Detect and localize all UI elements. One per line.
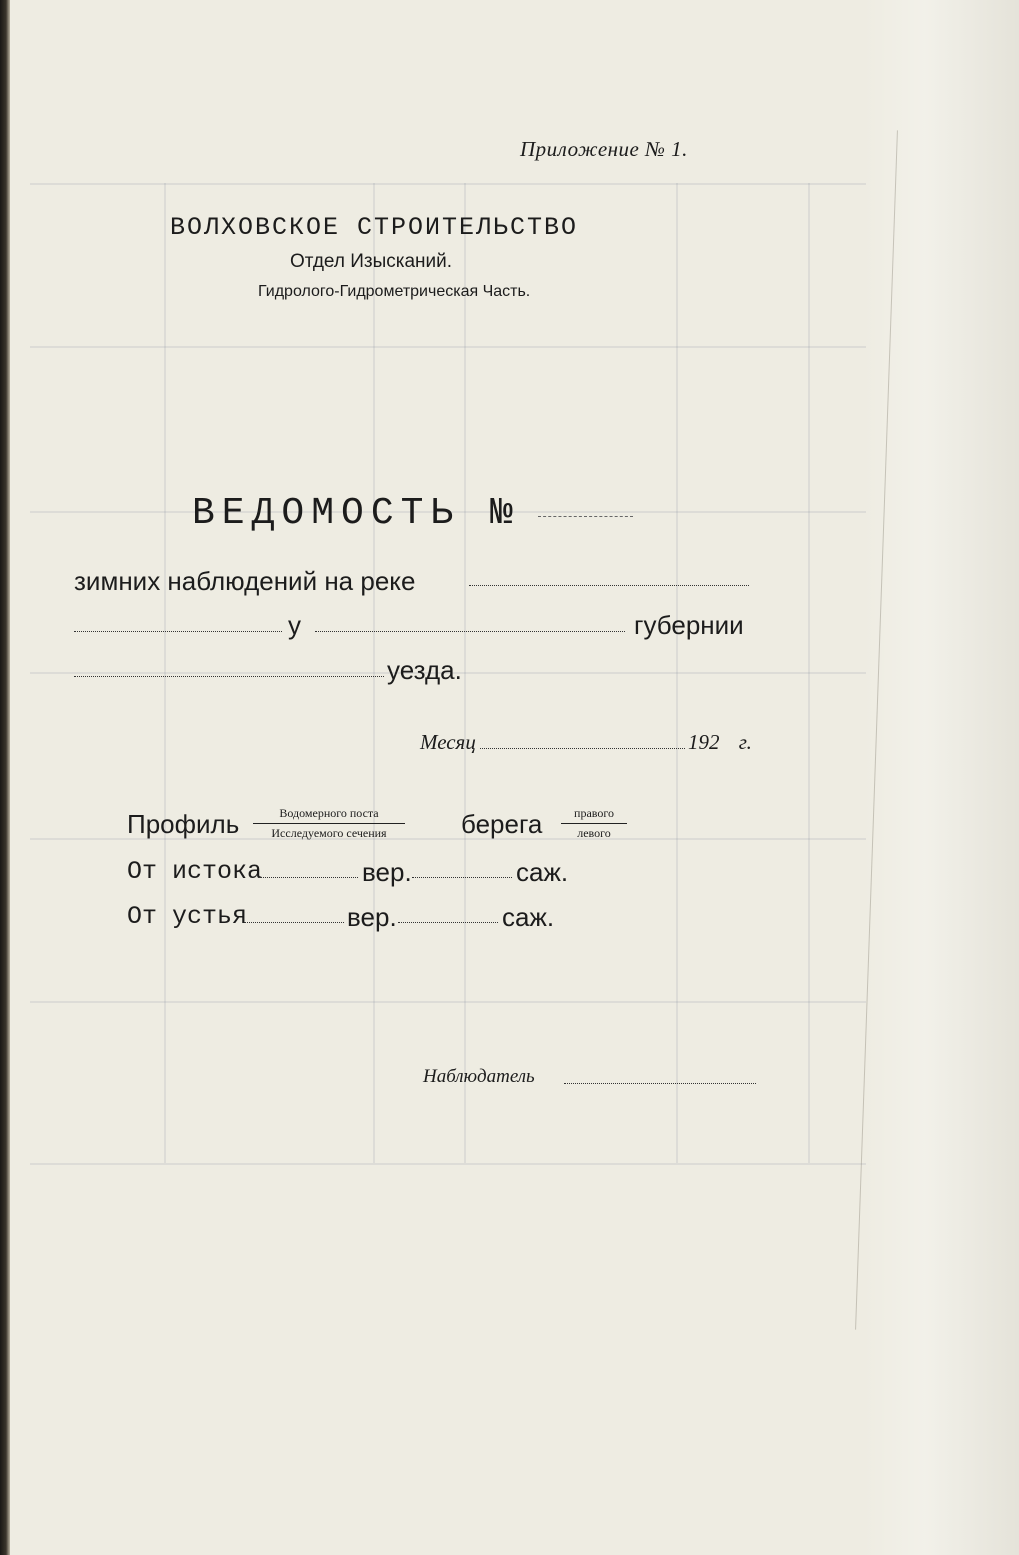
bank-label: берега: [461, 809, 543, 839]
month-field[interactable]: [480, 748, 685, 749]
province-label: губернии: [634, 610, 744, 640]
section-name: Гидролого-Гидрометрическая Часть.: [258, 283, 531, 300]
district-field[interactable]: [74, 676, 384, 677]
appendix-label: Приложение № 1.: [520, 137, 688, 161]
profile-type-top: Водомерного поста: [279, 806, 379, 820]
from-mouth-label: От устья: [127, 902, 248, 931]
profile-type-bottom: Исследуемого сечения: [253, 823, 405, 841]
bleed-line: [30, 183, 866, 185]
place-field[interactable]: [74, 631, 282, 632]
bank-side-bottom: левого: [561, 823, 627, 841]
bleed-line: [30, 1163, 866, 1165]
bleed-line: [30, 346, 866, 348]
from-mouth-sazhens-unit: саж.: [502, 902, 555, 932]
year-value: 192: [688, 730, 720, 754]
bank-side-fraction: [561, 806, 627, 841]
observer-field[interactable]: [564, 1083, 756, 1084]
from-source-label: От истока: [127, 857, 263, 886]
from-mouth-versts-field[interactable]: [244, 922, 344, 923]
district-label: уезда.: [387, 655, 462, 685]
bleed-line: [164, 183, 166, 1163]
bank-side-top: правого: [574, 806, 614, 820]
river-field[interactable]: [469, 585, 749, 586]
bleed-line: [30, 1001, 866, 1003]
river-label: зимних наблюдений на реке: [74, 566, 416, 596]
from-source-versts-field[interactable]: [258, 877, 358, 878]
department-name: Отдел Изысканий.: [290, 251, 453, 272]
near-label: у: [288, 610, 301, 640]
from-source-sazhens-field[interactable]: [412, 877, 512, 878]
organization-name: ВОЛХОВСКОЕ СТРОИТЕЛЬСТВО: [170, 213, 579, 242]
from-mouth-sazhens-field[interactable]: [398, 922, 498, 923]
year-label: [688, 730, 752, 755]
observer-label: Наблюдатель: [423, 1066, 535, 1087]
form-title: ВЕДОМОСТЬ №: [192, 492, 520, 535]
month-label: Месяц: [420, 730, 476, 754]
from-source-sazhens-unit: саж.: [516, 857, 569, 887]
page-fold-shade: [862, 0, 1019, 1555]
profile-label: Профиль: [127, 809, 240, 839]
profile-type-fraction: [253, 806, 405, 841]
book-spine: [0, 0, 10, 1555]
title-number-line: [538, 516, 633, 517]
bleed-line: [808, 183, 810, 1163]
bleed-line: [373, 183, 375, 1163]
bleed-line: [676, 183, 678, 1163]
year-suffix: г.: [738, 730, 752, 754]
province-field[interactable]: [315, 631, 625, 632]
from-mouth-versts-unit: вер.: [347, 902, 397, 932]
bleed-line: [464, 183, 466, 1163]
from-source-versts-unit: вер.: [362, 857, 412, 887]
